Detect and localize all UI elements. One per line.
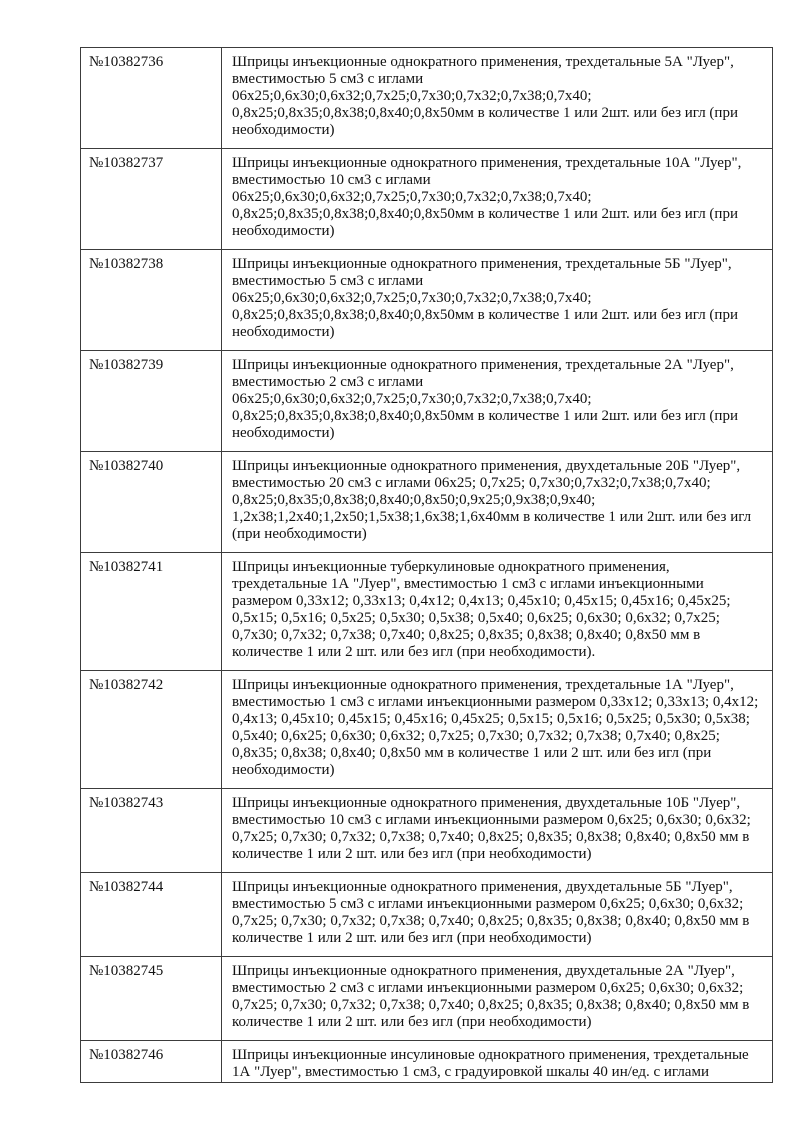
table-row <box>81 957 773 1041</box>
table-row <box>81 48 773 149</box>
registration-number: №10382740 <box>81 452 222 553</box>
registration-number: №10382738 <box>81 250 222 351</box>
registration-number: №10382744 <box>81 873 222 957</box>
product-description: Шприцы инъекционные инсулиновые однократного применения, трехдетальные 1А "Луер", вместимостью 1 см3, с градуировкой шкалы 40 ин/ед. с иглами <box>222 1041 773 1083</box>
registration-number: №10382739 <box>81 351 222 452</box>
registration-number: №10382741 <box>81 553 222 671</box>
product-description: Шприцы инъекционные однократного применения, трехдетальные 5Б "Луер", вместимостью 5 см3 с иглами 06х25;0,6х30;0,6х32;0,7х25;0,7х30;0,7х32;0,7х38;0,7х40; 0,8х25;0,8х35;0,8х38;0,8х40;0,8х50мм в количестве 1 или 2шт. или без игл (при необходимости) <box>222 250 773 351</box>
product-description: Шприцы инъекционные однократного применения, двухдетальные 2А "Луер", вместимостью 2 см3 с иглами инъекционными размером 0,6х25; 0,6х30; 0,6х32; 0,7х25; 0,7х30; 0,7х32; 0,7х38; 0,7х40; 0,8х25; 0,8х35; 0,8х38; 0,8х40; 0,8х50 мм в количестве 1 или 2 шт. или без игл (при необходимости) <box>222 957 773 1041</box>
registration-number: №10382746 <box>81 1041 222 1083</box>
registration-number: №10382742 <box>81 671 222 789</box>
table-row <box>81 1041 773 1083</box>
product-description: Шприцы инъекционные однократного применения, трехдетальные 10А "Луер", вместимостью 10 см3 с иглами 06х25;0,6х30;0,6х32;0,7х25;0,7х30;0,7х32;0,7х38;0,7х40; 0,8х25;0,8х35;0,8х38;0,8х40;0,8х50мм в количестве 1 или 2шт. или без игл (при необходимости) <box>222 149 773 250</box>
table-row <box>81 452 773 553</box>
product-description: Шприцы инъекционные однократного применения, трехдетальные 2А "Луер", вместимостью 2 см3 с иглами 06х25;0,6х30;0,6х32;0,7х25;0,7х30;0,7х32;0,7х38;0,7х40; 0,8х25;0,8х35;0,8х38;0,8х40;0,8х50мм в количестве 1 или 2шт. или без игл (при необходимости) <box>222 351 773 452</box>
product-description: Шприцы инъекционные однократного применения, трехдетальные 1А "Луер", вместимостью 1 см3 с иглами инъекционными размером 0,33х12; 0,33х13; 0,4х12; 0,4х13; 0,45х10; 0,45х15; 0,45х16; 0,45х25; 0,5х15; 0,5х16; 0,5х25; 0,5х30; 0,5х38; 0,5х40; 0,6х25; 0,6х30; 0,6х32; 0,7х25; 0,7х30; 0,7х32; 0,7х38; 0,7х40; 0,8х25; 0,8х35; 0,8х38; 0,8х40; 0,8х50 мм в количестве 1 или 2 шт. или без игл (при необходимости) <box>222 671 773 789</box>
product-description: Шприцы инъекционные однократного применения, двухдетальные 5Б "Луер", вместимостью 5 см3 с иглами инъекционными размером 0,6х25; 0,6х30; 0,6х32; 0,7х25; 0,7х30; 0,7х32; 0,7х38; 0,7х40; 0,8х25; 0,8х35; 0,8х38; 0,8х40; 0,8х50 мм в количестве 1 или 2 шт. или без игл (при необходимости) <box>222 873 773 957</box>
table-row <box>81 789 773 873</box>
registration-number: №10382743 <box>81 789 222 873</box>
table-row <box>81 351 773 452</box>
registration-number: №10382737 <box>81 149 222 250</box>
registration-number: №10382745 <box>81 957 222 1041</box>
product-description: Шприцы инъекционные однократного применения, двухдетальные 10Б "Луер", вместимостью 10 см3 с иглами инъекционными размером 0,6х25; 0,6х30; 0,6х32; 0,7х25; 0,7х30; 0,7х32; 0,7х38; 0,7х40; 0,8х25; 0,8х35; 0,8х38; 0,8х40; 0,8х50 мм в количестве 1 или 2 шт. или без игл (при необходимости) <box>222 789 773 873</box>
registration-number: №10382736 <box>81 48 222 149</box>
table-row <box>81 149 773 250</box>
product-description: Шприцы инъекционные однократного применения, трехдетальные 5А "Луер", вместимостью 5 см3 с иглами 06х25;0,6х30;0,6х32;0,7х25;0,7х30;0,7х32;0,7х38;0,7х40; 0,8х25;0,8х35;0,8х38;0,8х40;0,8х50мм в количестве 1 или 2шт. или без игл (при необходимости) <box>222 48 773 149</box>
table-row <box>81 250 773 351</box>
table-row <box>81 671 773 789</box>
product-description: Шприцы инъекционные однократного применения, двухдетальные 20Б "Луер", вместимостью 20 см3 с иглами 06х25; 0,7х25; 0,7х30;0,7х32;0,7х38;0,7х40; 0,8х25;0,8х35;0,8х38;0,8х40;0,8х50;0,9х25;0,9х38;0,9х40; 1,2х38;1,2х40;1,2х50;1,5х38;1,6х38;1,6х40мм в количестве 1 или 2шт. или без игл (при необходимости) <box>222 452 773 553</box>
table-row <box>81 873 773 957</box>
product-description: Шприцы инъекционные туберкулиновые однократного применения, трехдетальные 1А "Луер", вместимостью 1 см3 с иглами инъекционными размером 0,33х12; 0,33х13; 0,4х12; 0,4х13; 0,45х10; 0,45х15; 0,45х16; 0,45х25; 0,5х15; 0,5х16; 0,5х25; 0,5х30; 0,5х38; 0,5х40; 0,6х25; 0,6х30; 0,6х32; 0,7х25; 0,7х30; 0,7х32; 0,7х38; 0,7х40; 0,8х25; 0,8х35; 0,8х38; 0,8х40; 0,8х50 мм в количестве 1 или 2 шт. или без игл (при необходимости). <box>222 553 773 671</box>
registration-table <box>80 47 773 1083</box>
table-row <box>81 553 773 671</box>
